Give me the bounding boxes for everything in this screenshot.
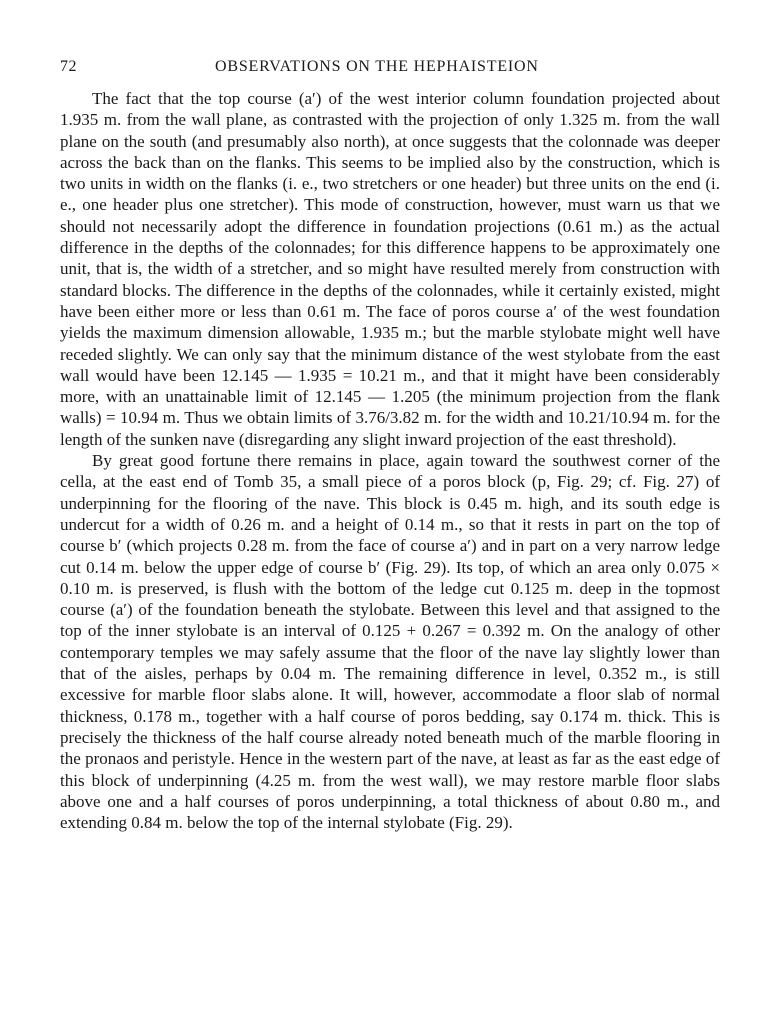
paragraph-1: The fact that the top course (a′) of the west interior column foundation projected about 1.935 m. from the wall plane, as contrasted with the projection of only 1.325 m. from the wall plane on the south (and presumably also north), at once suggests that the colonnade was deeper across the back than on the flanks. This seems to be implied also by the construction, which is two units in width on the flanks (i. e., two stretchers or one header) but three units on the end (i. e., one header plus one stretcher). This mode of construction, however, must warn us that we should not necessarily adopt the difference in foundation projections (0.61 m.) as the actual difference in the depths of the colonnades; for this difference happens to be approximately one unit, that is, the width of a stretcher, and so might have resulted merely from construction with standard blocks. The difference in the depths of the colonnades, while it certainly existed, might have been either more or less than 0.61 m. The face of poros course a′ of the west foundation yields the maximum dimension allowable, 1.935 m.; but the marble stylobate might well have receded slightly. We can only say that the minimum distance of the west stylobate from the east wall would have been 12.145 — 1.935 = 10.21 m., and that it might have been considerably more, with an unattainable limit of 12.145 — 1.205 (the minimum projection from the flank walls) = 10.94 m. Thus we obtain limits of 3.76/3.82 m. for the width and 10.21/10.94 m. for the length of the sunken nave (disregarding any slight inward projection of the east threshold). bbox=[60, 89, 720, 449]
page-header bbox=[60, 48, 720, 78]
paragraph-2: By great good fortune there remains in place, again toward the southwest corner of the cella, at the east end of Tomb 35, a small piece of a poros block (p, Fig. 29; cf. Fig. 27) of underpinning for the flooring of the nave. This block is 0.45 m. high, and its south edge is undercut for a width of 0.26 m. and a height of 0.14 m., so that it rests in part on the top of course b′ (which projects 0.28 m. from the face of course a′) and in part on a very narrow ledge cut 0.14 m. below the upper edge of course b′ (Fig. 29). Its top, of which an area only 0.075 × 0.10 m. is preserved, is flush with the bottom of the ledge cut 0.125 m. deep in the topmost course (a′) of the foundation beneath the stylobate. Between this level and that assigned to the top of the inner stylobate is an interval of 0.125 + 0.267 = 0.392 m. On the analogy of other contemporary temples we may safely assume that the floor of the nave lay slightly lower than that of the aisles, perhaps by 0.04 m. The remaining difference in level, 0.352 m., is still excessive for marble floor slabs alone. It will, however, accommodate a floor slab of normal thickness, 0.178 m., together with a half course of poros bedding, say 0.174 m. thick. This is precisely the thickness of the half course already noted beneath much of the marble flooring in the pronaos and peristyle. Hence in the western part of the nave, at least as far as the east edge of this block of underpinning (4.25 m. from the west wall), we may restore marble floor slabs above one and a half courses of poros underpinning, a total thickness of about 0.80 m., and extending 0.84 m. below the top of the internal stylobate (Fig. 29). bbox=[60, 451, 720, 833]
running-head: OBSERVATIONS ON THE HEPHAISTEION bbox=[215, 58, 539, 75]
page-number: 72 bbox=[60, 58, 77, 75]
document-page bbox=[60, 48, 720, 833]
body-text bbox=[60, 88, 720, 833]
